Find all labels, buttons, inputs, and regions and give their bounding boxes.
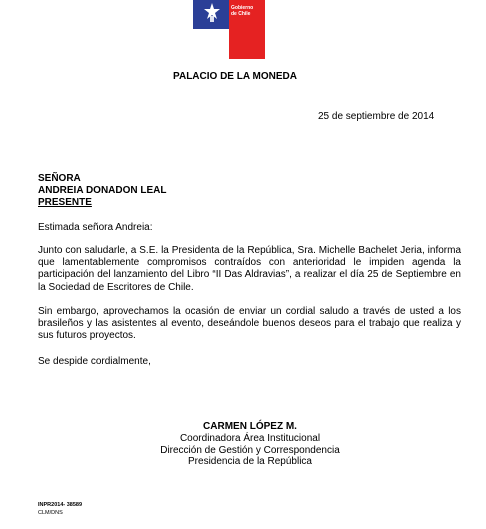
recipient-block bbox=[38, 173, 167, 209]
body-paragraph: Junto con saludarle, a S.E. la Presidenta de la República, Sra. Michelle Bachelet Jeria, informa que lamentablemente compromisos contraídos con anterioridad le impiden agenda la participación del lanzamiento del Libro “II Das Aldravias”, a realizar el día 25 de Septiembre en la Sociedad de Escritores de Chile. bbox=[38, 245, 461, 293]
coat-of-arms-icon bbox=[201, 1, 223, 23]
recipient-salutation: SEÑORA bbox=[38, 173, 81, 184]
letter-date: 25 de septiembre de 2014 bbox=[318, 111, 435, 122]
signature-block bbox=[130, 421, 370, 468]
logo-text-line2: de Chile bbox=[231, 11, 251, 17]
institution-title: PALACIO DE LA MONEDA bbox=[173, 71, 297, 82]
reference-initials: CLM/DNS bbox=[38, 510, 63, 516]
signature-name: CARMEN LÓPEZ M. bbox=[203, 421, 297, 432]
recipient-presente: PRESENTE bbox=[38, 197, 92, 208]
logo-brand-text bbox=[231, 5, 265, 17]
body-paragraph: Sin embargo, aprovechamos la ocasión de enviar un cordial saludo a través de usted a los brasileños y las asistentes al evento, deseándole buenos deseos para el trabajo que realiza y sus futuros proyectos. bbox=[38, 306, 461, 342]
closing: Se despide cordialmente, bbox=[38, 356, 151, 367]
signature-organization: Presidencia de la República bbox=[188, 456, 312, 468]
recipient-name: ANDREIA DONADON LEAL bbox=[38, 185, 167, 196]
gobierno-de-chile-logo bbox=[193, 0, 265, 59]
greeting: Estimada señora Andreia: bbox=[38, 222, 153, 233]
reference-code: INPR2014- 38589 bbox=[38, 502, 83, 508]
signature-title: Coordinadora Área Institucional bbox=[179, 432, 321, 444]
signature-department: Dirección de Gestión y Correspondencia bbox=[160, 444, 340, 456]
logo-white-block bbox=[193, 29, 229, 59]
logo-text-line1: Gobierno bbox=[231, 5, 254, 11]
reference-footer bbox=[38, 501, 82, 517]
